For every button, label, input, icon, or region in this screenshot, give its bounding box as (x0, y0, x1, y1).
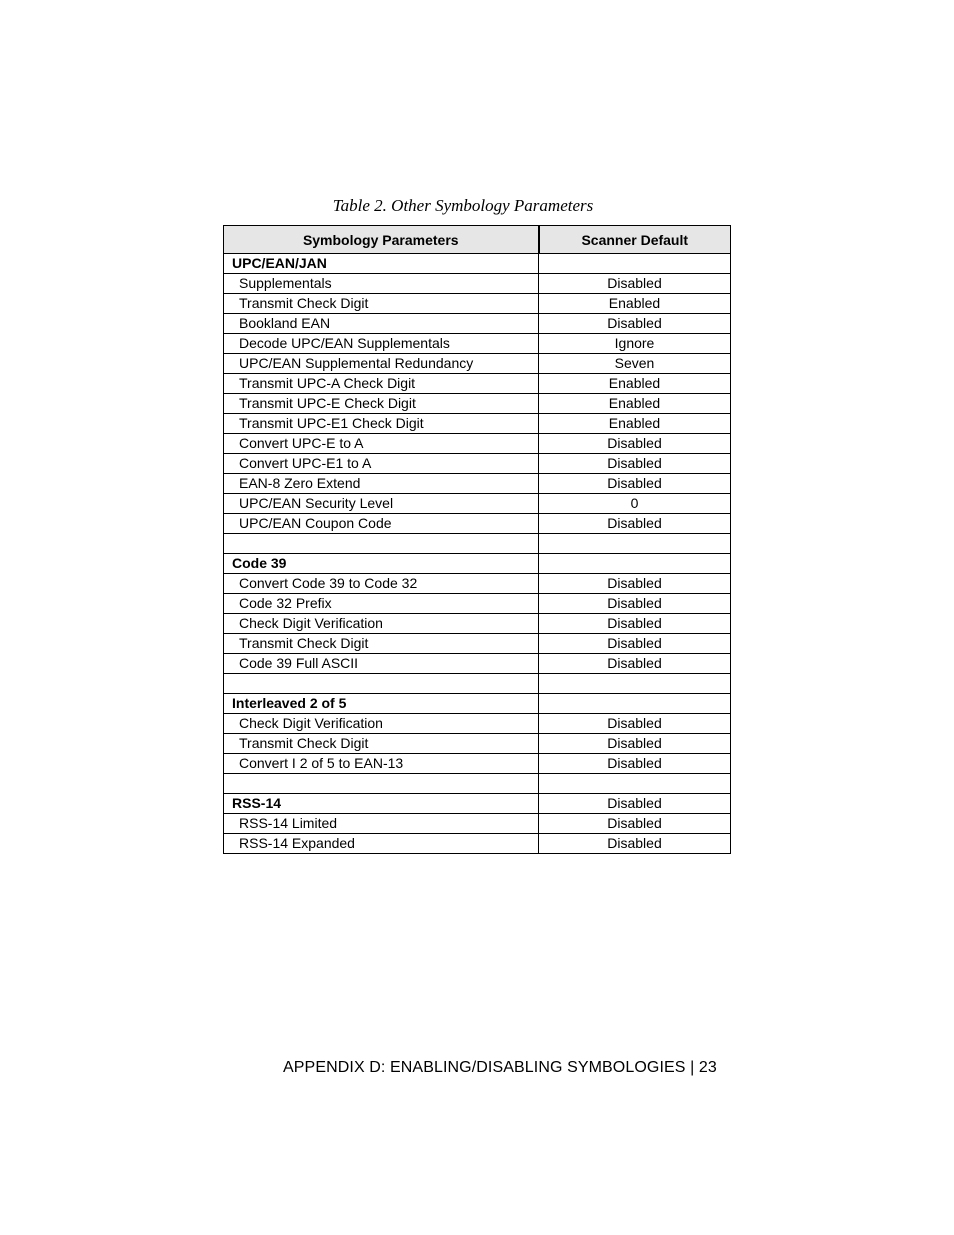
group-name: Interleaved 2 of 5 (224, 694, 539, 714)
table-body (224, 254, 731, 854)
table-caption: Table 2. Other Symbology Parameters (332, 196, 594, 215)
parameter-name: Code 39 Full ASCII (224, 654, 539, 674)
column-header-default: Scanner Default (539, 226, 731, 254)
table-row (224, 474, 731, 494)
parameter-name: UPC/EAN Coupon Code (224, 514, 539, 534)
scanner-default-value: Disabled (539, 454, 731, 474)
table-row (224, 594, 731, 614)
scanner-default-value: 0 (539, 494, 731, 514)
scanner-default-value: Disabled (539, 654, 731, 674)
parameter-name: UPC/EAN Supplemental Redundancy (224, 354, 539, 374)
scanner-default-value: Disabled (539, 794, 731, 814)
scanner-default-value: Disabled (539, 814, 731, 834)
parameter-name: Transmit UPC-E Check Digit (224, 394, 539, 414)
table-row (224, 334, 731, 354)
parameter-name: Transmit UPC-E1 Check Digit (224, 414, 539, 434)
parameter-name: EAN-8 Zero Extend (224, 474, 539, 494)
table-row (224, 454, 731, 474)
table-row (224, 814, 731, 834)
table-group-row (224, 554, 731, 574)
table-row (224, 494, 731, 514)
scanner-default-value: Enabled (539, 394, 731, 414)
table-row (224, 654, 731, 674)
scanner-default-value: Disabled (539, 474, 731, 494)
table-row (224, 294, 731, 314)
table-group-row (224, 794, 731, 814)
parameter-name: RSS-14 Limited (224, 814, 539, 834)
scanner-default-value: Enabled (539, 294, 731, 314)
scanner-default-value: Disabled (539, 594, 731, 614)
parameter-name: Convert Code 39 to Code 32 (224, 574, 539, 594)
parameter-name: Transmit Check Digit (224, 734, 539, 754)
scanner-default-value (539, 694, 731, 714)
scanner-default-value: Disabled (539, 574, 731, 594)
table-header-row (224, 226, 731, 254)
parameter-name: Convert UPC-E1 to A (224, 454, 539, 474)
scanner-default-value (539, 534, 731, 554)
group-name: RSS-14 (224, 794, 539, 814)
scanner-default-value: Seven (539, 354, 731, 374)
table-row (224, 434, 731, 454)
scanner-default-value: Disabled (539, 754, 731, 774)
table-spacer-row (224, 534, 731, 554)
scanner-default-value (539, 554, 731, 574)
parameter-name (224, 774, 539, 794)
parameter-name: UPC/EAN Security Level (224, 494, 539, 514)
table-row (224, 734, 731, 754)
table-row (224, 714, 731, 734)
scanner-default-value: Disabled (539, 834, 731, 854)
scanner-default-value (539, 674, 731, 694)
scanner-default-value: Enabled (539, 414, 731, 434)
table-group-row (224, 694, 731, 714)
table-group-row (224, 254, 731, 274)
table-row (224, 574, 731, 594)
scanner-default-value: Disabled (539, 714, 731, 734)
parameter-name: Convert I 2 of 5 to EAN-13 (224, 754, 539, 774)
table-row (224, 274, 731, 294)
parameter-name: Transmit UPC-A Check Digit (224, 374, 539, 394)
scanner-default-value: Disabled (539, 734, 731, 754)
table-row (224, 754, 731, 774)
parameter-name: Supplementals (224, 274, 539, 294)
scanner-default-value: Disabled (539, 274, 731, 294)
table-spacer-row (224, 774, 731, 794)
table-spacer-row (224, 674, 731, 694)
scanner-default-value: Ignore (539, 334, 731, 354)
parameter-name: Check Digit Verification (224, 714, 539, 734)
column-header-parameters: Symbology Parameters (224, 226, 539, 254)
parameter-name (224, 534, 539, 554)
parameter-name: Decode UPC/EAN Supplementals (224, 334, 539, 354)
table-row (224, 354, 731, 374)
parameter-name: Bookland EAN (224, 314, 539, 334)
table-row (224, 514, 731, 534)
scanner-default-value: Disabled (539, 514, 731, 534)
parameter-name: RSS-14 Expanded (224, 834, 539, 854)
scanner-default-value (539, 774, 731, 794)
table-row (224, 834, 731, 854)
scanner-default-value: Enabled (539, 374, 731, 394)
scanner-default-value (539, 254, 731, 274)
parameter-name: Transmit Check Digit (224, 294, 539, 314)
scanner-default-value: Disabled (539, 434, 731, 454)
group-name: Code 39 (224, 554, 539, 574)
parameter-name: Convert UPC-E to A (224, 434, 539, 454)
scanner-default-value: Disabled (539, 614, 731, 634)
page-footer: APPENDIX D: ENABLING/DISABLING SYMBOLOGIES | 23 (283, 1059, 717, 1076)
parameter-name (224, 674, 539, 694)
table-row (224, 394, 731, 414)
table-row (224, 314, 731, 334)
parameter-name: Transmit Check Digit (224, 634, 539, 654)
table-row (224, 414, 731, 434)
scanner-default-value: Disabled (539, 634, 731, 654)
scanner-default-value: Disabled (539, 314, 731, 334)
table-row (224, 634, 731, 654)
group-name: UPC/EAN/JAN (224, 254, 539, 274)
parameter-name: Code 32 Prefix (224, 594, 539, 614)
table-row (224, 614, 731, 634)
parameter-name: Check Digit Verification (224, 614, 539, 634)
symbology-parameters-table (223, 225, 731, 854)
table-row (224, 374, 731, 394)
